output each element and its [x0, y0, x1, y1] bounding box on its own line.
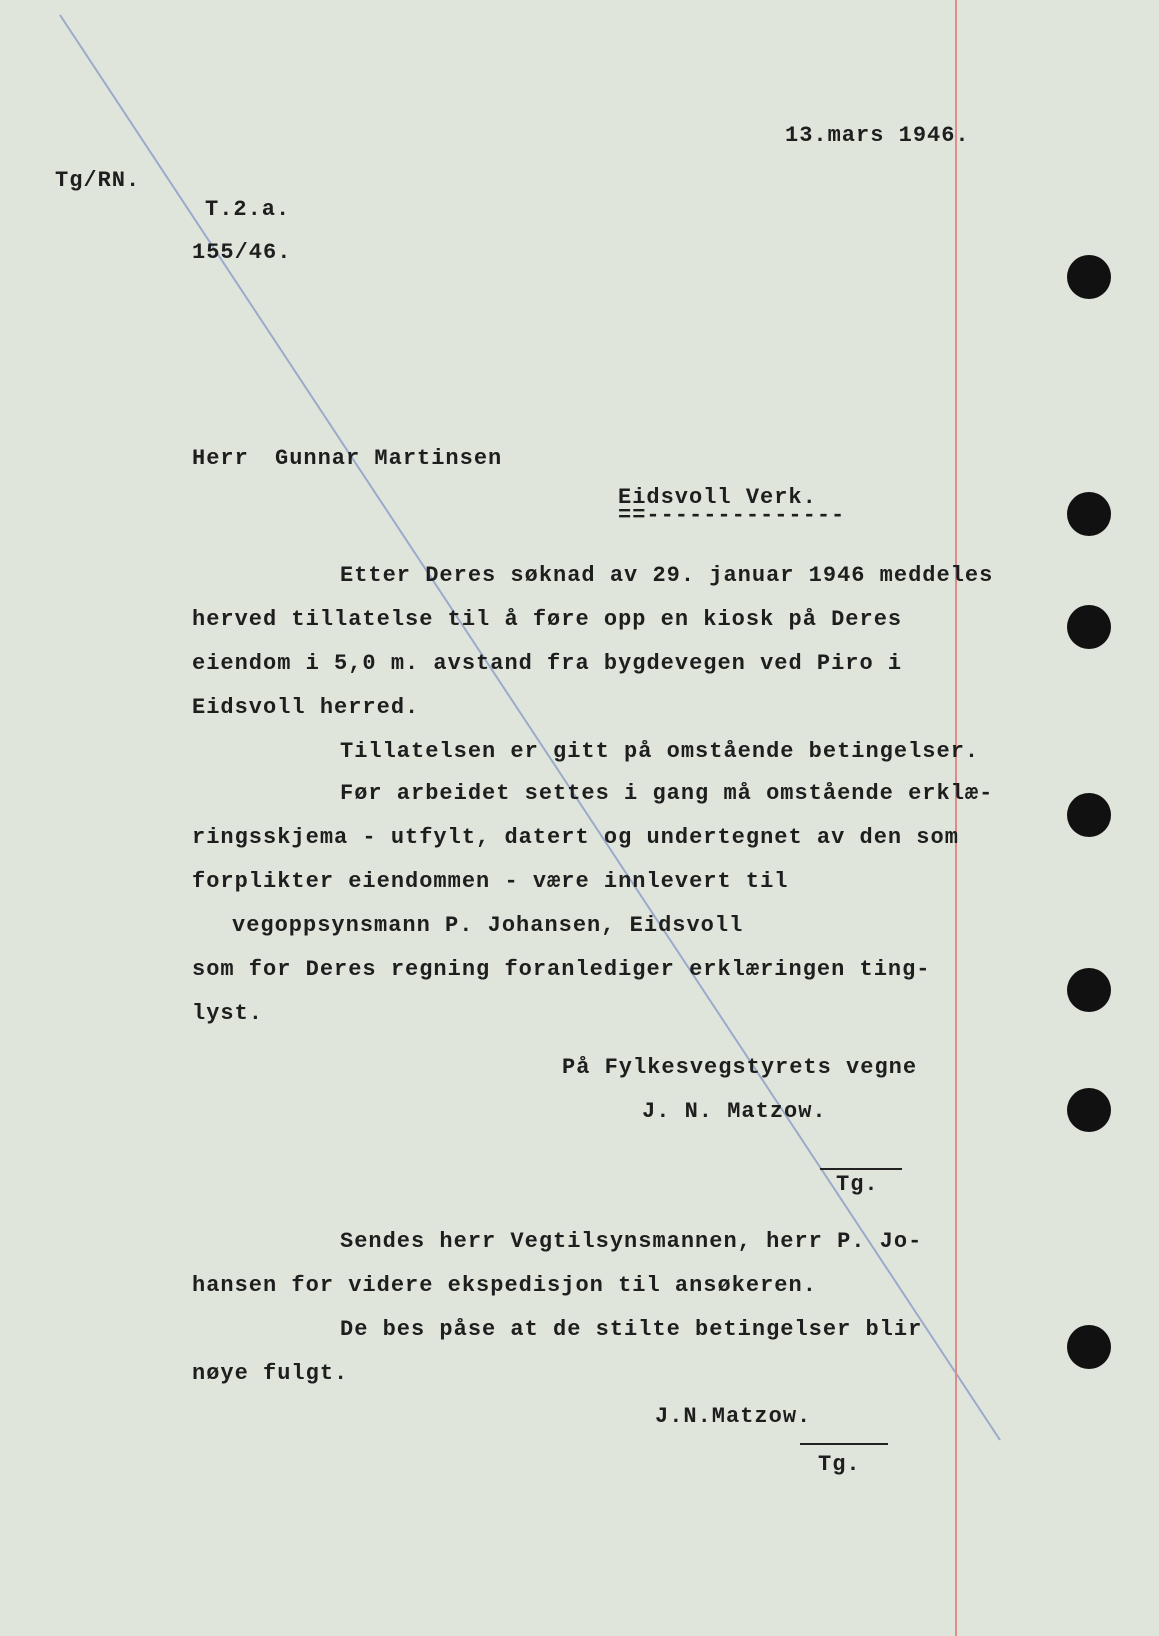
typist-initials: Tg.	[818, 1452, 861, 1477]
letter-date: 13.mars 1946.	[785, 123, 970, 148]
punch-hole	[1067, 605, 1111, 649]
body-line: forplikter eiendommen - være innlevert til	[192, 869, 789, 894]
body-line: lyst.	[192, 1001, 264, 1026]
recipient-place: Eidsvoll Verk.	[618, 485, 817, 510]
reference-number: 155/46.	[192, 240, 292, 265]
on-behalf-line: På Fylkesvegstyrets vegne	[562, 1055, 918, 1080]
followup-line: Sendes herr Vegtilsynsmannen, herr P. Jo-	[340, 1229, 923, 1254]
followup-line: hansen for videre ekspedisjon til ansøkeren.	[192, 1273, 817, 1298]
margin-line	[955, 0, 957, 1636]
punch-hole	[1067, 793, 1111, 837]
punch-hole	[1067, 255, 1111, 299]
body-line: ringsskjema - utfylt, datert og undertegnet av den som	[192, 825, 959, 850]
reference-code: T.2.a.	[205, 197, 291, 222]
reference-initials: Tg/RN.	[55, 168, 141, 193]
followup-line: De bes påse at de stilte betingelser blir	[340, 1317, 923, 1342]
recipient-name: Gunnar Martinsen	[275, 446, 503, 471]
body-line: Eidsvoll herred.	[192, 695, 420, 720]
body-line: Etter Deres søknad av 29. januar 1946 meddeles	[340, 563, 994, 588]
body-line: Før arbeidet settes i gang må omstående erklæ-	[340, 781, 994, 806]
followup-line: nøye fulgt.	[192, 1361, 349, 1386]
signature-rule	[820, 1168, 902, 1170]
signatory-name: J. N. Matzow.	[642, 1099, 827, 1124]
punch-hole	[1067, 1325, 1111, 1369]
signature-rule	[800, 1443, 888, 1445]
body-line: som for Deres regning foranlediger erklæringen ting-	[192, 957, 931, 982]
typist-initials: Tg.	[836, 1172, 879, 1197]
signatory-name: J.N.Matzow.	[655, 1404, 812, 1429]
place-underline: ==--------------	[618, 503, 846, 528]
punch-hole	[1067, 968, 1111, 1012]
body-line: Tillatelsen er gitt på omstående betingelser.	[340, 739, 980, 764]
body-line: herved tillatelse til å føre opp en kiosk på Deres	[192, 607, 903, 632]
punch-hole	[1067, 492, 1111, 536]
salutation: Herr	[192, 446, 249, 471]
punch-hole	[1067, 1088, 1111, 1132]
body-line: eiendom i 5,0 m. avstand fra bygdevegen ved Piro i	[192, 651, 903, 676]
body-line: vegoppsynsmann P. Johansen, Eidsvoll	[232, 913, 744, 938]
